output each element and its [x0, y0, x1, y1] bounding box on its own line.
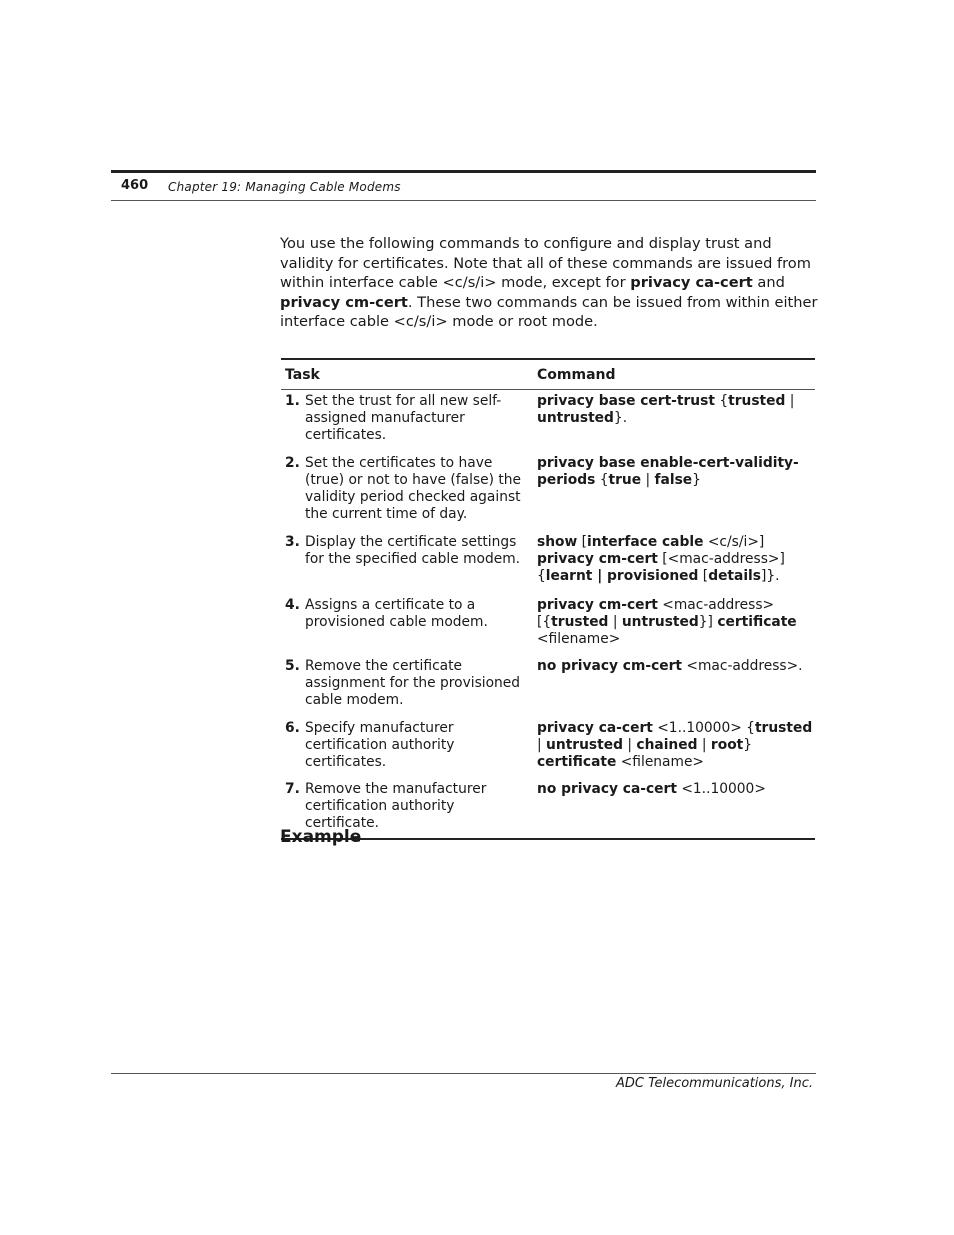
step-number: 4.	[285, 597, 300, 613]
intro-paragraph	[280, 234, 820, 332]
task-text: Set the certificates to have (true) or not to have (false) the validity period checked against the current time of day.	[305, 455, 522, 522]
command-argument: }	[692, 472, 701, 488]
table-header	[281, 360, 815, 390]
table-row	[281, 449, 815, 527]
command-keyword: certificate	[537, 754, 617, 770]
table-row	[281, 654, 815, 715]
intro-text-2: . These two commands can be issued from within either interface cable <c/s/i> mode or root mode.	[280, 293, 818, 331]
task-text: Specify manufacturer certification authority certificates.	[305, 720, 455, 770]
step-number: 3.	[285, 534, 300, 550]
command-keyword: learnt | provisioned	[545, 568, 699, 584]
command-cell	[534, 781, 815, 832]
command-argument: |	[537, 737, 547, 753]
chapter-title: Chapter 19: Managing Cable Modems	[168, 180, 401, 194]
step-number: 6.	[285, 720, 300, 736]
command-cell	[534, 393, 815, 444]
task-text: Remove the certificate assignment for the provisioned cable modem.	[305, 658, 521, 708]
step-number: 7.	[285, 781, 300, 797]
command-argument: <filename>	[537, 631, 621, 647]
command-keyword: privacy cm-cert	[537, 597, 658, 613]
command-argument: <1..10000> {	[652, 720, 755, 736]
task-cell	[281, 781, 534, 832]
command-argument: {	[595, 472, 609, 488]
command-cell	[534, 597, 815, 648]
step-number: 1.	[285, 393, 300, 409]
command-argument: }.	[613, 410, 628, 426]
intro-text-1: You use the following commands to configure and display trust and validity for certificates. Note that all of these commands are issued from within interface cable <c/s/i> mode, except for	[280, 235, 811, 292]
command-keyword: trusted	[728, 393, 786, 409]
command-argument: <c/s/i>]	[703, 534, 765, 550]
command-keyword: privacy base cert-trust	[537, 393, 715, 409]
task-cell	[281, 455, 534, 523]
table-row	[281, 592, 815, 654]
command-keyword: privacy ca-cert	[537, 720, 653, 736]
table-body	[281, 390, 815, 838]
commands-table	[281, 358, 815, 840]
command-argument: |	[608, 614, 622, 630]
table-row	[281, 715, 815, 777]
command-keyword: no privacy cm-cert	[537, 658, 683, 674]
intro-and: and	[752, 274, 785, 292]
command-cell	[534, 455, 815, 523]
footer-rule	[111, 1073, 816, 1074]
command-cell	[534, 720, 815, 771]
command-cell	[534, 534, 815, 585]
page-number: 460	[121, 178, 149, 193]
command-keyword: root	[710, 737, 744, 753]
command-keyword: privacy cm-cert	[537, 551, 658, 567]
command-argument: <mac-address>.	[682, 658, 803, 674]
command-argument: |	[641, 472, 655, 488]
task-cell	[281, 658, 534, 709]
command-keyword: untrusted	[537, 410, 614, 426]
step-number: 5.	[285, 658, 300, 674]
command-keyword: false	[654, 472, 693, 488]
command-keyword: untrusted	[546, 737, 623, 753]
header-rule-top	[111, 170, 816, 173]
command-keyword: show	[537, 534, 578, 550]
task-cell	[281, 597, 534, 648]
command-argument: [<mac-address>] {	[537, 551, 785, 584]
header-task: Task	[285, 366, 320, 383]
command-argument: |	[622, 737, 637, 753]
command-keyword: interface cable	[587, 534, 704, 550]
command-keyword: no privacy ca-cert	[537, 781, 677, 797]
task-text: Set the trust for all new self-assigned manufacturer certificates.	[305, 393, 502, 443]
header-rule-bottom	[111, 200, 816, 201]
command-argument: {	[714, 393, 729, 409]
task-text: Remove the manufacturer certification authority certificate.	[305, 781, 487, 831]
intro-cmd-cm-cert: privacy cm-cert	[280, 293, 408, 311]
command-argument: |	[785, 393, 795, 409]
command-argument: <filename>	[616, 754, 704, 770]
command-argument: |	[697, 737, 711, 753]
command-argument: }]	[698, 614, 718, 630]
command-argument: [	[698, 568, 709, 584]
task-cell	[281, 393, 534, 444]
footer-company: ADC Telecommunications, Inc.	[616, 1076, 813, 1091]
command-keyword: trusted	[754, 720, 813, 736]
table-row	[281, 390, 815, 449]
task-text: Display the certificate settings for the specified cable modem.	[305, 534, 521, 567]
command-keyword: details	[708, 568, 761, 584]
header-command: Command	[537, 366, 616, 383]
task-cell	[281, 534, 534, 585]
task-text: Assigns a certificate to a provisioned cable modem.	[305, 597, 488, 630]
command-argument: ]}.	[761, 568, 780, 584]
command-argument: <1..10000>	[676, 781, 766, 797]
step-number: 2.	[285, 455, 300, 471]
command-keyword: untrusted	[621, 614, 699, 630]
command-keyword: trusted	[551, 614, 609, 630]
intro-cmd-ca-cert: privacy ca-cert	[630, 274, 753, 292]
command-keyword: true	[608, 472, 642, 488]
command-keyword: chained	[636, 737, 698, 753]
task-cell	[281, 720, 534, 771]
example-heading: Example	[280, 827, 362, 847]
command-keyword: privacy base enable-cert-validity-periods	[537, 455, 799, 488]
command-argument: <mac-address> [{	[537, 597, 775, 630]
command-argument: [	[577, 534, 588, 550]
table-row	[281, 527, 815, 592]
command-argument: }	[743, 737, 753, 753]
command-keyword: certificate	[717, 614, 797, 630]
command-cell	[534, 658, 815, 709]
